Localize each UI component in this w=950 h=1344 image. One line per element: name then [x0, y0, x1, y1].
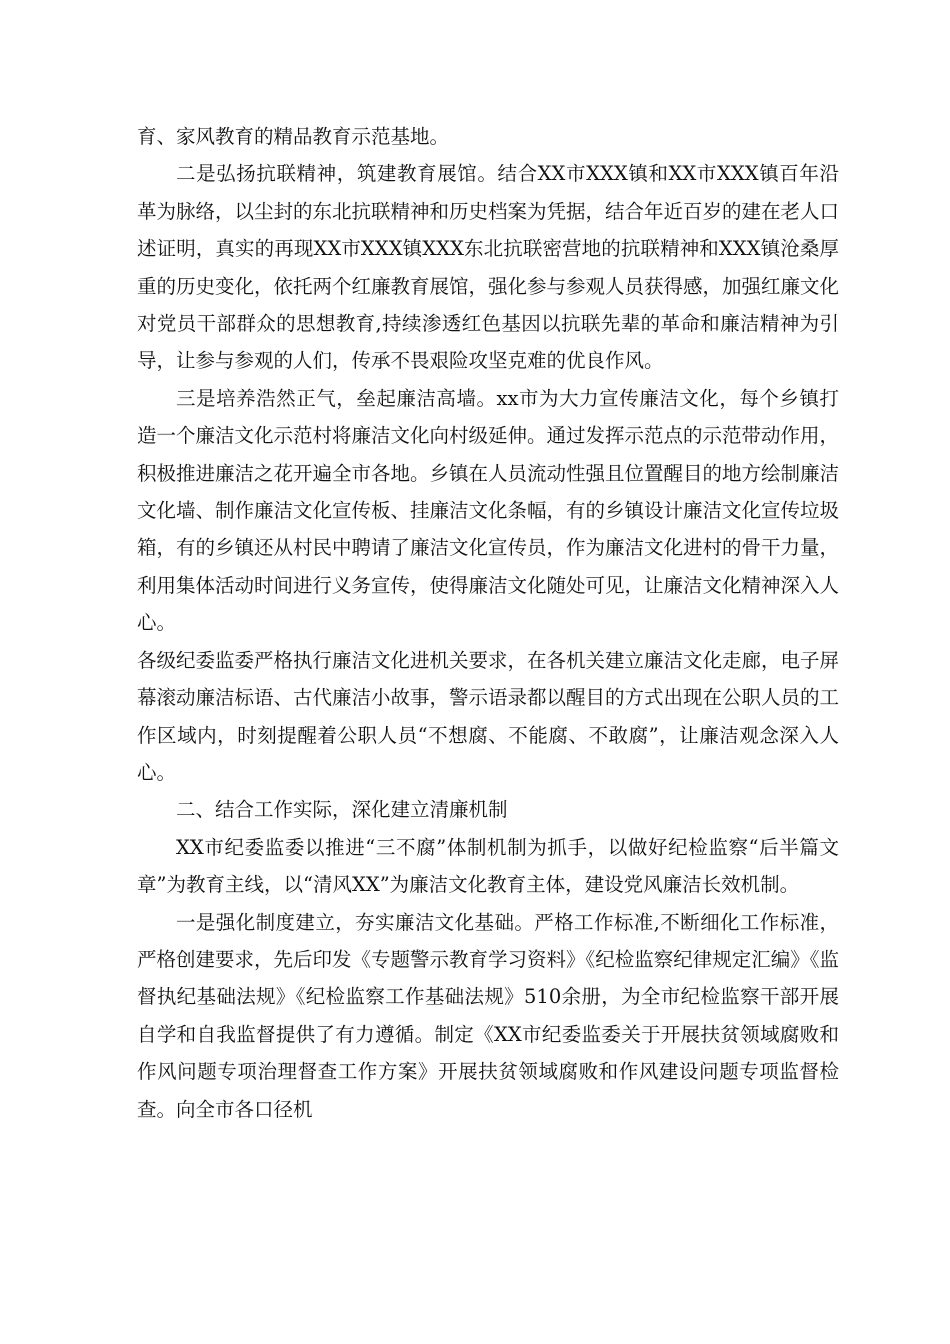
paragraph-3: 三是培养浩然正气，垒起廉洁高墙。xx市为大力宣传廉洁文化，每个乡镇打造一个廉洁文化示范村将廉洁文化向村级延伸。通过发挥示范点的示范带动作用，积极推进廉洁之花开遍全市各地。乡镇在人员流动性强且位置醒目的地方绘制廉洁文化墙、制作廉洁文化宣传板、挂廉洁文化条幅，有的乡镇设计廉洁文化宣传垃圾箱，有的乡镇还从村民中聘请了廉洁文化宣传员，作为廉洁文化进村的骨干力量，利用集体活动时间进行义务宣传，使得廉洁文化随处可见，让廉洁文化精神深入人心。 [137, 386, 840, 635]
paragraph-4: 各级纪委监委严格执行廉洁文化进机关要求，在各机关建立廉洁文化走廊，电子屏幕滚动廉洁标语、古代廉洁小故事，警示语录都以醒目的方式出现在公职人员的工作区域内，时刻提醒着公职人员“不想腐、不能腐、不敢腐”，让廉洁观念深入人心。 [137, 648, 840, 784]
paragraph-6: XX市纪委监委以推进“三不腐”体制机制为抓手，以做好纪检监察“后半篇文章”为教育主线，以“清风XX”为廉洁文化教育主体，建设党风廉洁长效机制。 [137, 835, 839, 897]
section-heading: 二、结合工作实际，深化建立清廉机制 [176, 798, 508, 822]
document-page [137, 118, 839, 1128]
paragraph-7: 一是强化制度建立，夯实廉洁文化基础。严格工作标准,不断细化工作标准，严格创建要求，先后印发《专题警示教育学习资料》《纪检监察纪律规定汇编》《监督执纪基础法规》《纪检监察工作基础法规》510余册，为全市纪检监察干部开展自学和自我监督提供了有力遵循。制定《XX市纪委监委关于开展扶贫领域腐败和作风问题专项治理督查工作方案》开展扶贫领域腐败和作风建设问题专项监督检查。向全市各口径机 [137, 910, 840, 1121]
paragraph-2: 二是弘扬抗联精神，筑建教育展馆。结合XX市XXX镇和XX市XXX镇百年沿革为脉络，以尘封的东北抗联精神和历史档案为凭据，结合年近百岁的建在老人口述证明，真实的再现XX市XXX镇XXX东北抗联密营地的抗联精神和XXX镇沧桑厚重的历史变化，依托两个红廉教育展馆，强化参与参观人员获得感，加强红廉文化对党员干部群众的思想教育,持续渗透红色基因以抗联先辈的革命和廉洁精神为引导，让参与参观的人们，传承不畏艰险攻坚克难的优良作风。 [137, 162, 840, 373]
paragraph-1: 育、家风教育的精品教育示范基地。 [137, 125, 450, 148]
